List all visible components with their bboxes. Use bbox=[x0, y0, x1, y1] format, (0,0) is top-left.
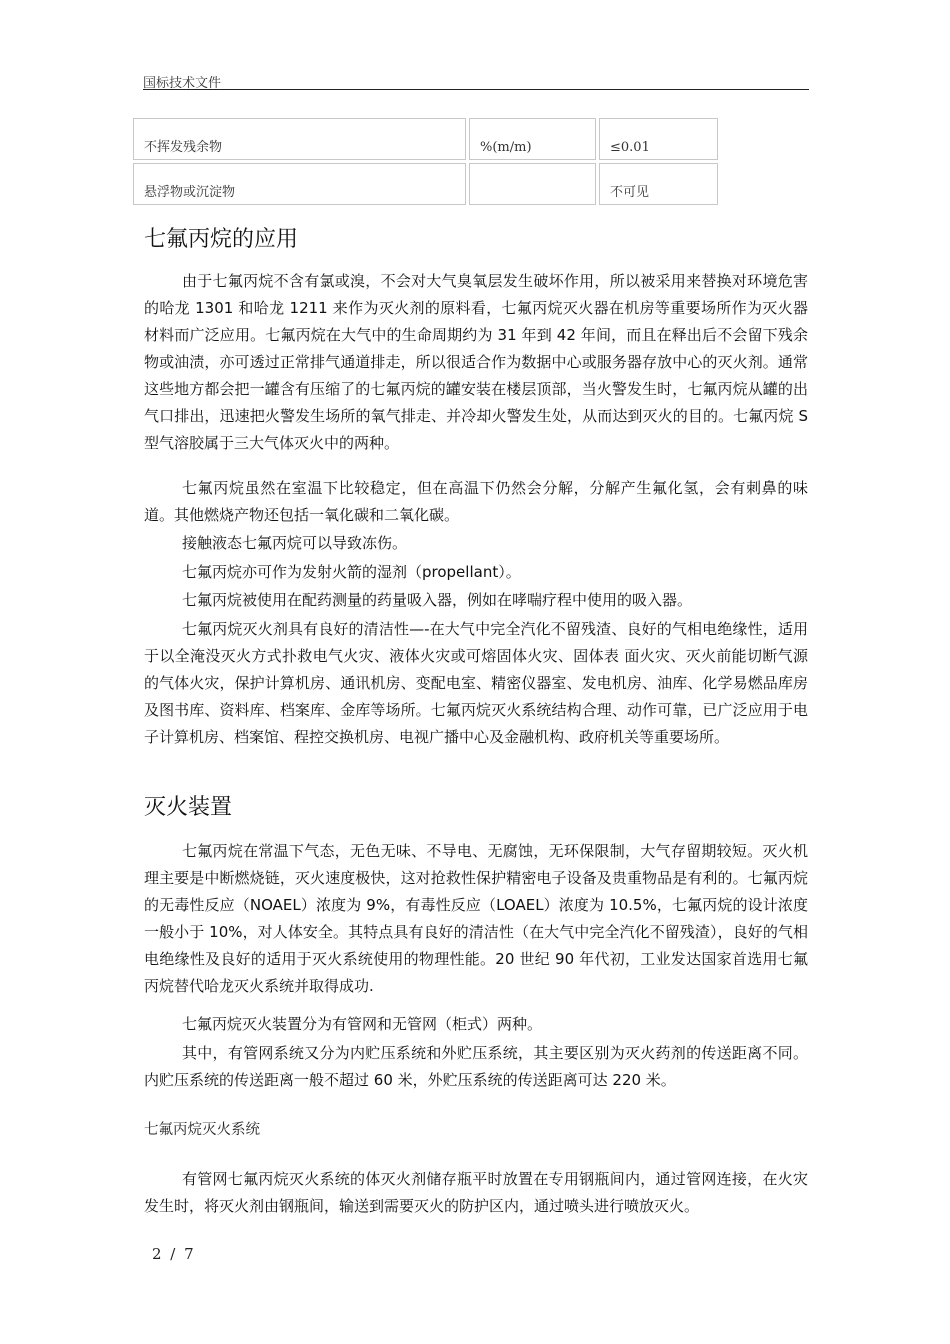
table-cell: 悬浮物或沉淀物 bbox=[133, 163, 466, 205]
paragraph: 接触液态七氟丙烷可以导致冻伤。 bbox=[182, 534, 408, 552]
subsection-heading: 七氟丙烷灭火系统 bbox=[144, 1122, 260, 1138]
page-number: 2 / 7 bbox=[152, 1245, 196, 1263]
paragraph: 七氟丙烷被使用在配药测量的药量吸入器，例如在哮喘疗程中使用的吸入器。 bbox=[182, 591, 693, 609]
table-cell: 不挥发残余物 bbox=[133, 118, 466, 160]
table-row bbox=[133, 118, 718, 160]
paragraph: 七氟丙烷亦可作为发射火箭的湿剂（propellant）。 bbox=[182, 563, 521, 581]
paragraph: 由于七氟丙烷不含有氯或溴，不会对大气臭氧层发生破坏作用，所以被采用来替换对环境危害的哈龙 1301 和哈龙 1211 来作为灭火剂的原料看，七氟丙烷灭火器在机房等重要场所作为灭火器材料而广泛应用。七氟丙烷在大气中的生命周期约为 31 年到 42 年间，而且在释出后不会留下残余物或油渍，亦可透过正常排气通道排走，所以很适合作为数据中心或服务器存放中心的灭火剂。通常这些地方都会把一罐含有压缩了的七氟丙烷的罐安装在楼层顶部，当火警发生时，七氟丙烷从罐的出气口排出，迅速把火警发生场所的氧气排走、并冷却火警发生处，从而达到灭火的目的。七氟丙烷 S 型气溶胶属于三大气体灭火中的两种。 bbox=[144, 272, 808, 452]
document-header-title: 国标技术文件 bbox=[143, 76, 222, 91]
table-cell: ≤0.01 bbox=[599, 118, 718, 160]
table-cell: %(m/m) bbox=[469, 118, 596, 160]
paragraph: 有管网七氟丙烷灭火系统的体灭火剂储存瓶平时放置在专用钢瓶间内，通过管网连接，在火灾发生时，将灭火剂由钢瓶间，输送到需要灭火的防护区内，通过喷头进行喷放灭火。 bbox=[144, 1170, 808, 1215]
table-row bbox=[133, 163, 718, 205]
paragraph: 七氟丙烷灭火剂具有良好的清洁性—-在大气中完全汽化不留残渣、良好的气相电绝缘性，适用于以全淹没灭火方式扑救电气火灾、液体火灾或可熔固体火灾、固体表 面火灾、灭火前能切断气源的气体火灾，保护计算机房、通讯机房、变配电室、精密仪器室、发电机房、油库、化学易燃品库房及图书库、资料库、档案库、金库等场所。七氟丙烷灭火系统结构合理、动作可靠，已广泛应用于电子计算机房、档案馆、程控交换机房、电视广播中心及金融机构、政府机关等重要场所。 bbox=[144, 620, 808, 746]
header-divider bbox=[143, 89, 809, 90]
section-heading-extinguishing-device: 灭火装置 bbox=[144, 795, 233, 820]
property-table bbox=[130, 115, 721, 208]
paragraph: 其中，有管网系统又分为内贮压系统和外贮压系统，其主要区别为灭火药剂的传送距离不同。内贮压系统的传送距离一般不超过 60 米，外贮压系统的传送距离可达 220 米。 bbox=[144, 1044, 808, 1089]
paragraph: 七氟丙烷在常温下气态，无色无味、不导电、无腐蚀，无环保限制，大气存留期较短。灭火机理主要是中断燃烧链，灭火速度极快，这对抢救性保护精密电子设备及贵重物品是有利的。七氟丙烷的无毒性反应（NOAEL）浓度为 9%，有毒性反应（LOAEL）浓度为 10.5%，七氟丙烷的设计浓度一般小于 10%，对人体安全。其特点具有良好的清洁性（在大气中完全汽化不留残渣），良好的气相电绝缘性及良好的适用于灭火系统使用的物理性能。20 世纪 90 年代初，工业发达国家首选用七氟丙烷替代哈龙灭火系统并取得成功. bbox=[144, 842, 808, 995]
table-cell: 不可见 bbox=[599, 163, 718, 205]
paragraph: 七氟丙烷虽然在室温下比较稳定，但在高温下仍然会分解，分解产生氟化氢，会有刺鼻的味道。其他燃烧产物还包括一氧化碳和二氧化碳。 bbox=[144, 479, 808, 524]
table-cell bbox=[469, 163, 596, 205]
section-heading-application: 七氟丙烷的应用 bbox=[144, 227, 299, 252]
paragraph: 七氟丙烷灭火装置分为有管网和无管网（柜式）两种。 bbox=[182, 1015, 543, 1033]
